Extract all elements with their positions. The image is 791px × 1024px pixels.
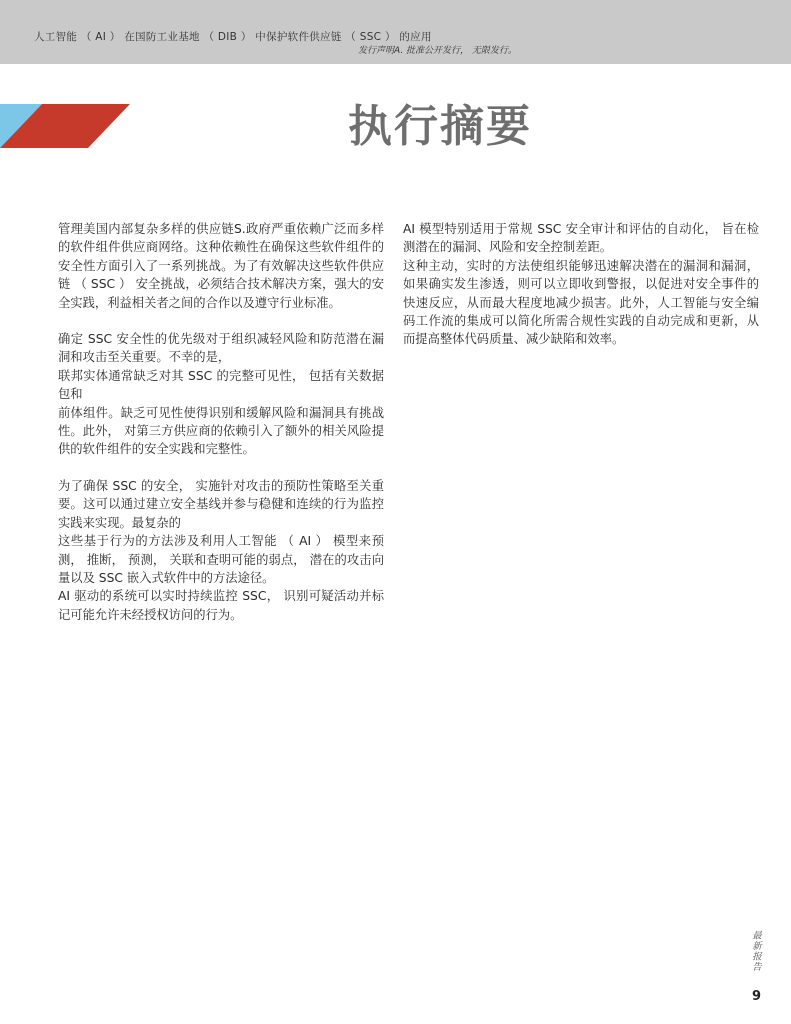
paragraph-proactive: 这种主动，实时的方法使组织能够迅速解决潜在的漏洞和漏洞，如果确实发生渗透，则可以立即收到警报，以促进对安全事件的快速反应，从而最大程度地减少损害。此外，人工智能与安全编码工作流的集成可以简化所需合规性实践的自动完成和更新，从而提高整体代码质量、减少缺陷和效率。 (403, 258, 759, 347)
right-column (403, 220, 759, 349)
document-title: 人工智能 （ AI ） 在国防工业基地 （ DIB ） 中保护软件供应链 （ SSC ） 的应用 (34, 31, 432, 43)
header-band (0, 0, 791, 64)
side-label: 最新报告 (750, 930, 761, 972)
paragraph-prevention-c: AI 驱动的系统可以实时持续监控 SSC， 识别可疑活动并标记可能允许未经授权访问的行为。 (58, 589, 384, 622)
left-column (58, 220, 384, 624)
decorative-banner (0, 104, 132, 148)
paragraph-prevention-a: 为了确保 SSC 的安全， 实施针对攻击的预防性策略至关重要。这可以通过建立安全基线并参与稳健和连续的行为监控实践来实现。最复杂的 (58, 478, 384, 530)
paragraph-prevention-b: 这些基于行为的方法涉及利用人工智能 （ AI ） 模型来预测， 推断， 预测， 关联和查明可能的弱点， 潜在的攻击向量以及 SSC 嵌入式软件中的方法途径。 (58, 534, 384, 585)
page-title: 执行摘要 (348, 101, 532, 152)
paragraph-ai-audit: AI 模型特别适用于常规 SSC 安全审计和评估的自动化， 旨在检测潜在的漏洞、风险和安全控制差距。 (403, 222, 759, 255)
paragraph-supply-chain: 管理美国内部复杂多样的供应链S.政府严重依赖广泛而多样的软件组件供应商网络。这种依赖性在确保这些软件组件的安全性方面引入了一系列挑战。为了有效解决这些软件供应链 （ SSC ） 安全挑战，必须结合技术解决方案，强大的安全实践，利益相关者之间的合作以及遵守行业标准。 (58, 222, 384, 310)
paragraph-priority-a: 确定 SSC 安全性的优先级对于组织减轻风险和防范潜在漏洞和攻击至关重要。不幸的是， (58, 332, 384, 365)
paragraph-priority-b: 联邦实体通常缺乏对其 SSC 的完整可见性， 包括有关数据包和 (58, 368, 384, 402)
paragraph-priority-c: 前体组件。缺乏可见性使得识别和缓解风险和漏洞具有挑战性。此外， 对第三方供应商的依赖引入了额外的相关风险提供的软件组件的安全实践和完整性。 (58, 405, 384, 457)
release-statement: 发行声明A. 批准公开发行， 无限发行。 (358, 46, 517, 56)
page-number: 9 (752, 989, 762, 1004)
